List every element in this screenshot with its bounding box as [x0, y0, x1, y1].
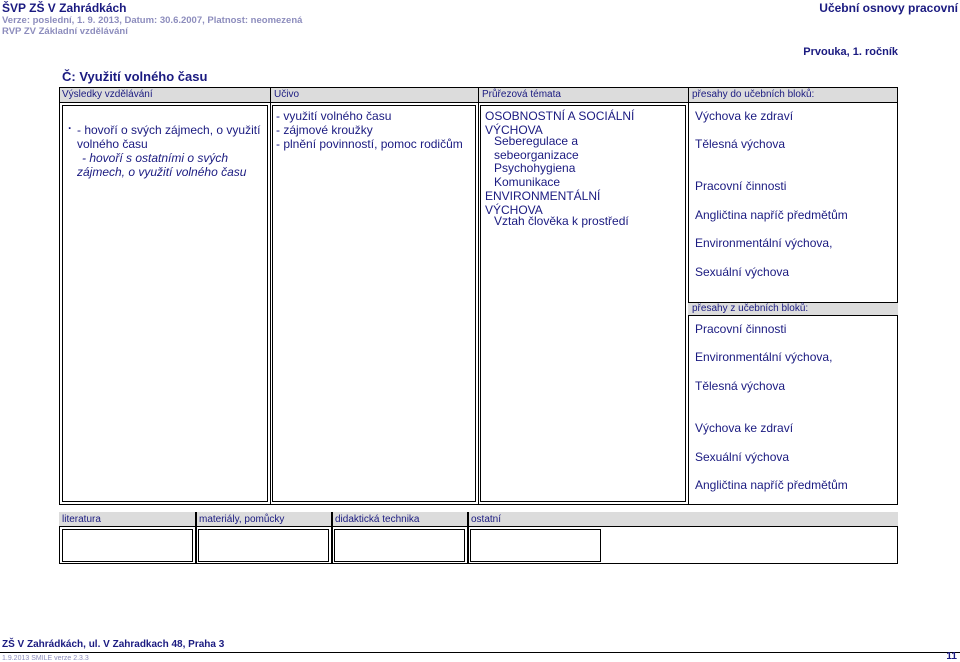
column-divider: [467, 512, 469, 564]
rvp-line: RVP ZV Základní vzdělávání: [2, 26, 128, 37]
presah-z-item: Sexuální výchova: [695, 450, 790, 464]
presah-z-item: Tělesná výchova: [695, 379, 786, 393]
tema-heading: VÝCHOVA: [485, 203, 543, 217]
column-divider: [688, 87, 689, 505]
ucivo-cell: [272, 105, 476, 502]
ostatni-cell: [470, 529, 601, 562]
footer-divider: [0, 652, 960, 653]
school-address: ZŠ V Zahrádkách, ul. V Zahradkach 48, Praha 3: [2, 639, 225, 650]
tema-item: sebeorganizace: [494, 148, 579, 162]
outcome-line: volného času: [77, 137, 148, 151]
presah-z-item: Environmentální výchova,: [695, 350, 833, 364]
tema-item: Psychohygiena: [494, 161, 576, 175]
presah-z-item: Angličtina napříč předmětům: [695, 478, 848, 492]
ucivo-line: - plnění povinností, pomoc rodičům: [276, 137, 463, 151]
presah-do-item: Sexuální výchova: [695, 265, 790, 279]
ucivo-line: - zájmové kroužky: [276, 123, 373, 137]
presah-z-item: Pracovní činnosti: [695, 322, 787, 336]
col-header-materialy: materiály, pomůcky: [199, 514, 285, 525]
outcome-line: zájmech, o využití volného času: [77, 165, 247, 179]
col-header-presahy: přesahy do učebních bloků:: [692, 89, 815, 100]
document-title: ŠVP ZŠ V Zahrádkách: [2, 1, 127, 15]
tema-item: Komunikace: [494, 175, 561, 189]
presah-z-item: Výchova ke zdraví: [695, 421, 794, 435]
materialy-cell: [198, 529, 329, 562]
col-header-literatura: literatura: [62, 514, 101, 525]
version-line: Verze: poslední, 1. 9. 2013, Datum: 30.6.2007, Platnost: neomezená: [2, 15, 303, 26]
presah-do-item: Angličtina napříč předmětům: [695, 208, 848, 222]
tema-heading: OSOBNOSTNÍ A SOCIÁLNÍ: [485, 109, 635, 123]
technika-cell: [334, 529, 465, 562]
outcome-line: - hovoří o svých zájmech, o využití: [77, 123, 261, 137]
presahy-z-label: přesahy z učebních bloků:: [692, 303, 809, 314]
col-header-ostatni: ostatní: [471, 514, 502, 525]
col-header-ucivo: Učivo: [274, 89, 300, 100]
page-number: 11: [946, 651, 957, 662]
column-divider: [478, 87, 479, 505]
presah-do-item: Environmentální výchova,: [695, 236, 833, 250]
bullet: ·: [68, 121, 72, 135]
outcome-line: - hovoří s ostatními o svých: [82, 151, 229, 165]
tema-heading: ENVIRONMENTÁLNÍ: [485, 189, 601, 203]
tema-heading: VÝCHOVA: [485, 123, 543, 137]
literatura-cell: [62, 529, 193, 562]
column-divider: [331, 512, 333, 564]
section-title: Č: Využití volného času: [62, 69, 208, 84]
column-divider: [195, 512, 197, 564]
tema-item: Vztah člověka k prostředí: [494, 214, 629, 228]
presah-do-item: Pracovní činnosti: [695, 179, 787, 193]
document-type: Učební osnovy pracovní: [819, 1, 958, 15]
column-divider: [270, 87, 271, 505]
ucivo-line: - využití volného času: [276, 109, 392, 123]
presah-do-item: Výchova ke zdraví: [695, 109, 794, 123]
col-header-vysledky: Výsledky vzdělávání: [62, 89, 153, 100]
col-header-technika: didaktická technika: [335, 514, 420, 525]
software-version: 1.9.2013 SMILE verze 2.3.3: [2, 655, 89, 662]
presah-do-item: Tělesná výchova: [695, 137, 786, 151]
col-header-temata: Průřezová témata: [482, 89, 561, 100]
subject-grade: Prvouka, 1. ročník: [803, 46, 898, 58]
tema-item: Seberegulace a: [494, 134, 579, 148]
